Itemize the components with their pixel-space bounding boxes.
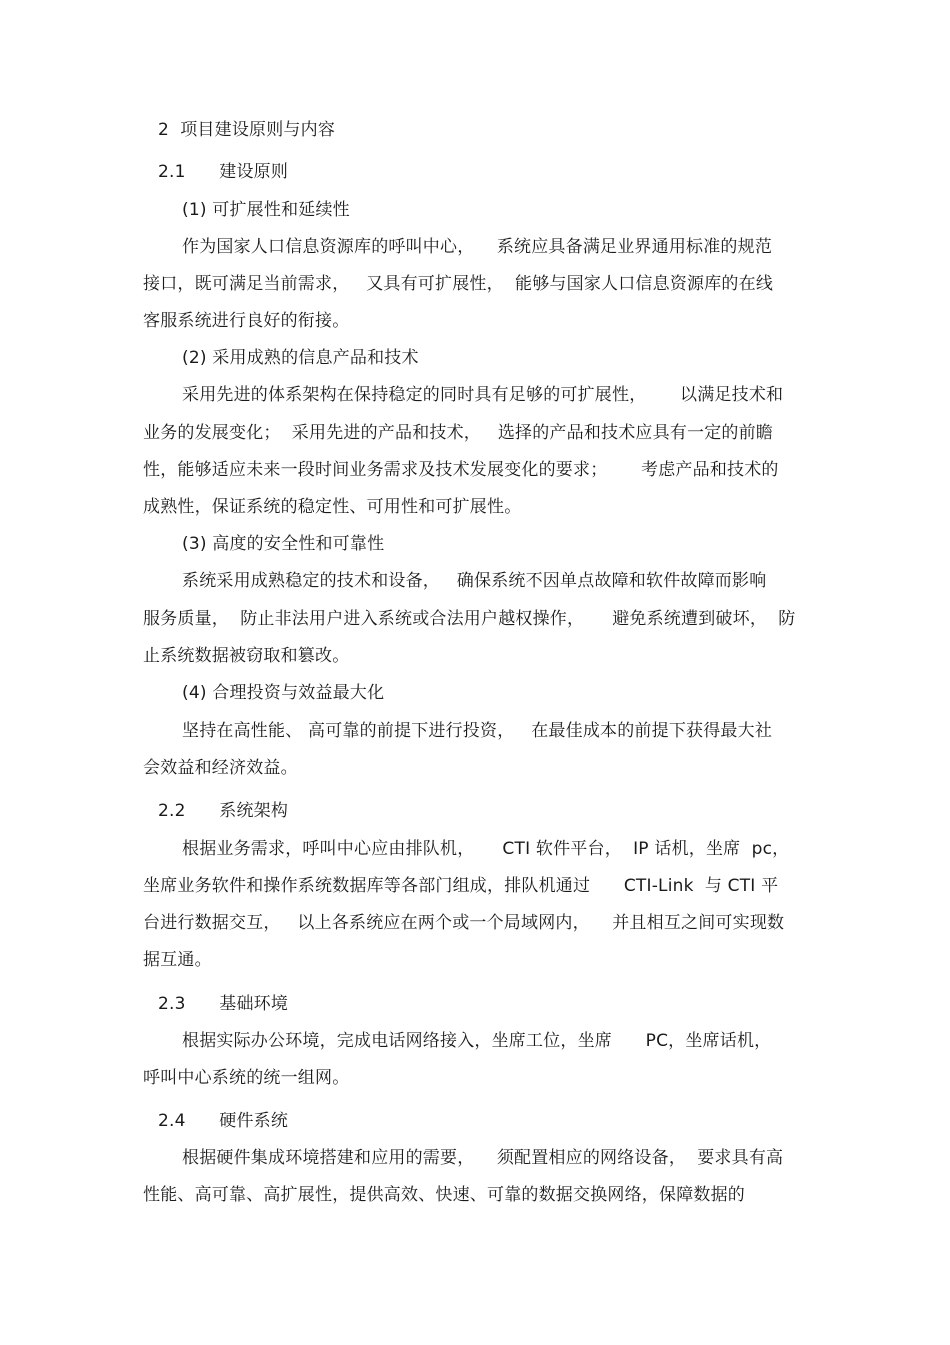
architecture-line-1: 根据业务需求，呼叫中心应由排队机， CTI 软件平台， IP 话机，坐席 pc， xyxy=(182,839,790,859)
principle-2-line-3: 性，能够适应未来一段时间业务需求及技术发展变化的要求； 考虑产品和技术的 xyxy=(143,460,779,480)
section-heading-2-1: 2.1 建设原则 xyxy=(158,162,289,182)
architecture-line-4: 据互通。 xyxy=(143,950,212,970)
principle-2-line-2: 业务的发展变化； 采用先进的产品和技术， 选择的产品和技术应具有一定的前瞻 xyxy=(143,423,774,443)
section-heading-2-2: 2.2 系统架构 xyxy=(158,801,289,821)
principle-1-line-3: 客服系统进行良好的衔接。 xyxy=(143,311,350,331)
principle-4-title: (4) 合理投资与效益最大化 xyxy=(182,683,385,703)
principle-3-line-3: 止系统数据被窃取和篡改。 xyxy=(143,646,350,666)
principle-1-line-1: 作为国家人口信息资源库的呼叫中心， 系统应具备满足业界通用标准的规范 xyxy=(182,237,773,257)
principle-2-line-4: 成熟性，保证系统的稳定性、可用性和可扩展性。 xyxy=(143,497,522,517)
principle-2-line-1: 采用先进的体系架构在保持稳定的同时具有足够的可扩展性， 以满足技术和 xyxy=(182,385,784,405)
chapter-title: 2 项目建设原则与内容 xyxy=(158,120,336,140)
principle-4-line-2: 会效益和经济效益。 xyxy=(143,758,298,778)
environment-line-2: 呼叫中心系统的统一组网。 xyxy=(143,1068,350,1088)
environment-line-1: 根据实际办公环境，完成电话网络接入，坐席工位，坐席 PC，坐席话机， xyxy=(182,1031,772,1051)
principle-3-title: (3) 高度的安全性和可靠性 xyxy=(182,534,385,554)
principle-1-title: (1) 可扩展性和延续性 xyxy=(182,200,350,220)
principle-3-line-1: 系统采用成熟稳定的技术和设备， 确保系统不因单点故障和软件故障而影响 xyxy=(182,571,767,591)
architecture-line-2: 坐席业务软件和操作系统数据库等各部门组成，排队机通过 CTI-Link 与 CTI 平 xyxy=(143,876,779,896)
section-heading-2-4: 2.4 硬件系统 xyxy=(158,1111,289,1131)
architecture-line-3: 台进行数据交互， 以上各系统应在两个或一个局域网内， 并且相互之间可实现数 xyxy=(143,913,785,933)
principle-3-line-2: 服务质量， 防止非法用户进入系统或合法用户越权操作， 避免系统遭到破坏， 防 xyxy=(143,609,796,629)
hardware-line-2: 性能、高可靠、高扩展性，提供高效、快速、可靠的数据交换网络，保障数据的 xyxy=(143,1185,745,1205)
hardware-line-1: 根据硬件集成环境搭建和应用的需要， 须配置相应的网络设备， 要求具有高 xyxy=(182,1148,784,1168)
section-heading-2-3: 2.3 基础环境 xyxy=(158,994,289,1014)
principle-1-line-2: 接口，既可满足当前需求， 又具有可扩展性， 能够与国家人口信息资源库的在线 xyxy=(143,274,774,294)
principle-4-line-1: 坚持在高性能、 高可靠的前提下进行投资， 在最佳成本的前提下获得最大社 xyxy=(182,721,773,741)
principle-2-title: (2) 采用成熟的信息产品和技术 xyxy=(182,348,419,368)
